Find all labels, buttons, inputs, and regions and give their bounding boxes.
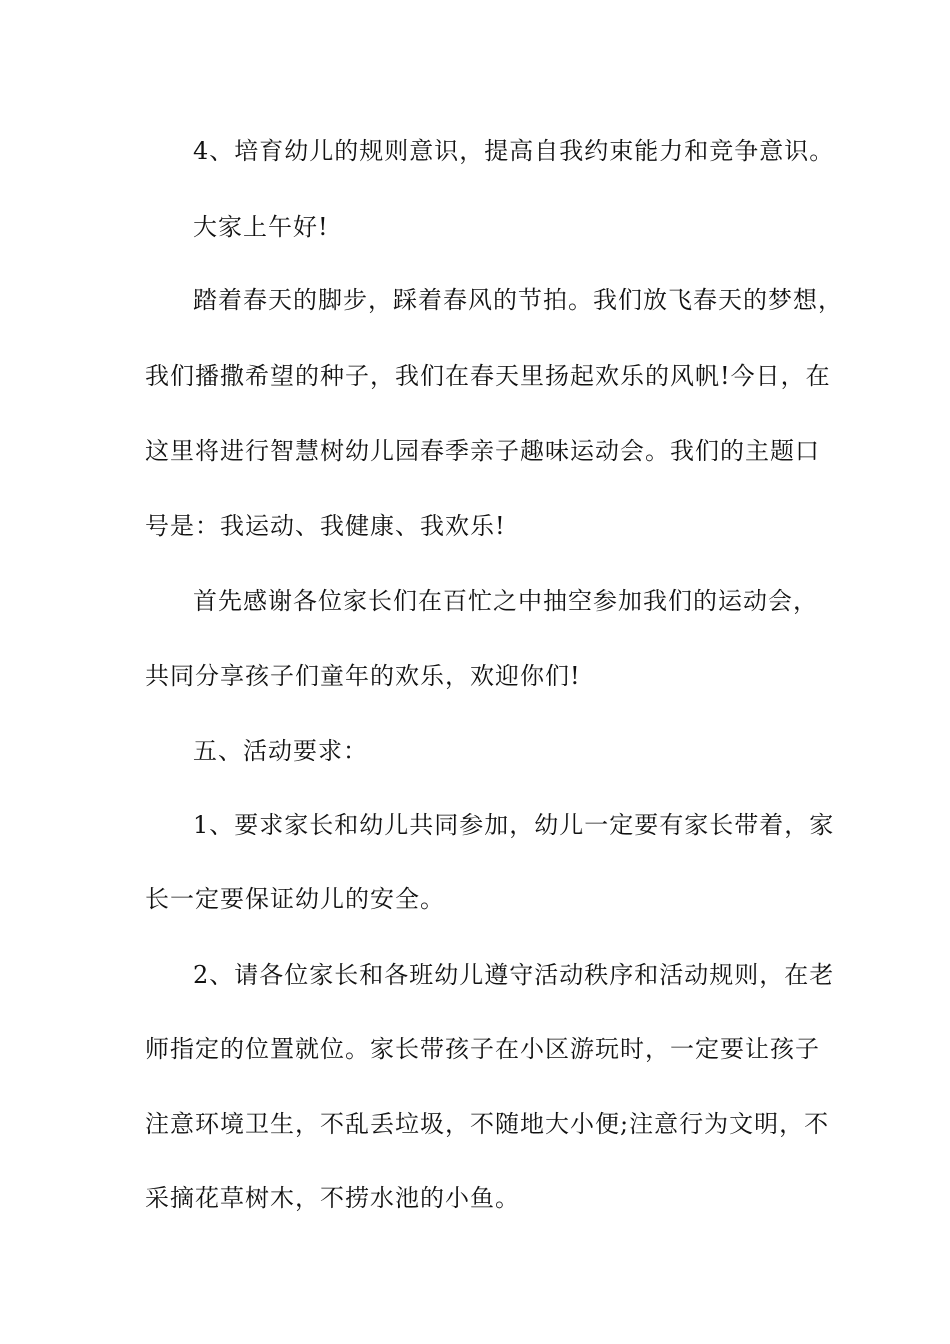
paragraph-line: 我们播撒希望的种子，我们在春天里扬起欢乐的风帆!今日，在: [145, 362, 831, 390]
paragraph-line: 踏着春天的脚步，踩着春风的节拍。我们放飞春天的梦想，: [193, 286, 843, 314]
greeting-line: 大家上午好!: [193, 213, 329, 241]
paragraph-line: 长一定要保证幼儿的安全。: [145, 885, 445, 913]
paragraph-line: 采摘花草树木，不捞水池的小鱼。: [145, 1184, 520, 1212]
paragraph-line: 师指定的位置就位。家长带孩子在小区游玩时，一定要让孩子: [145, 1035, 820, 1063]
paragraph-line: 2、请各位家长和各班幼儿遵守活动秩序和活动规则，在老: [193, 961, 835, 989]
paragraph-line: 号是：我运动、我健康、我欢乐!: [145, 512, 506, 540]
paragraph-line: 注意环境卫生，不乱丢垃圾，不随地大小便;注意行为文明，不: [145, 1110, 830, 1138]
paragraph-line: 4、培育幼儿的规则意识，提高自我约束能力和竞争意识。: [193, 137, 835, 165]
paragraph-line: 共同分享孩子们童年的欢乐，欢迎你们!: [145, 662, 581, 690]
paragraph-line: 首先感谢各位家长们在百忙之中抽空参加我们的运动会，: [193, 587, 818, 615]
section-heading: 五、活动要求：: [193, 737, 368, 765]
paragraph-line: 1、要求家长和幼儿共同参加，幼儿一定要有家长带着，家: [193, 811, 835, 839]
paragraph-line: 这里将进行智慧树幼儿园春季亲子趣味运动会。我们的主题口: [145, 437, 820, 465]
